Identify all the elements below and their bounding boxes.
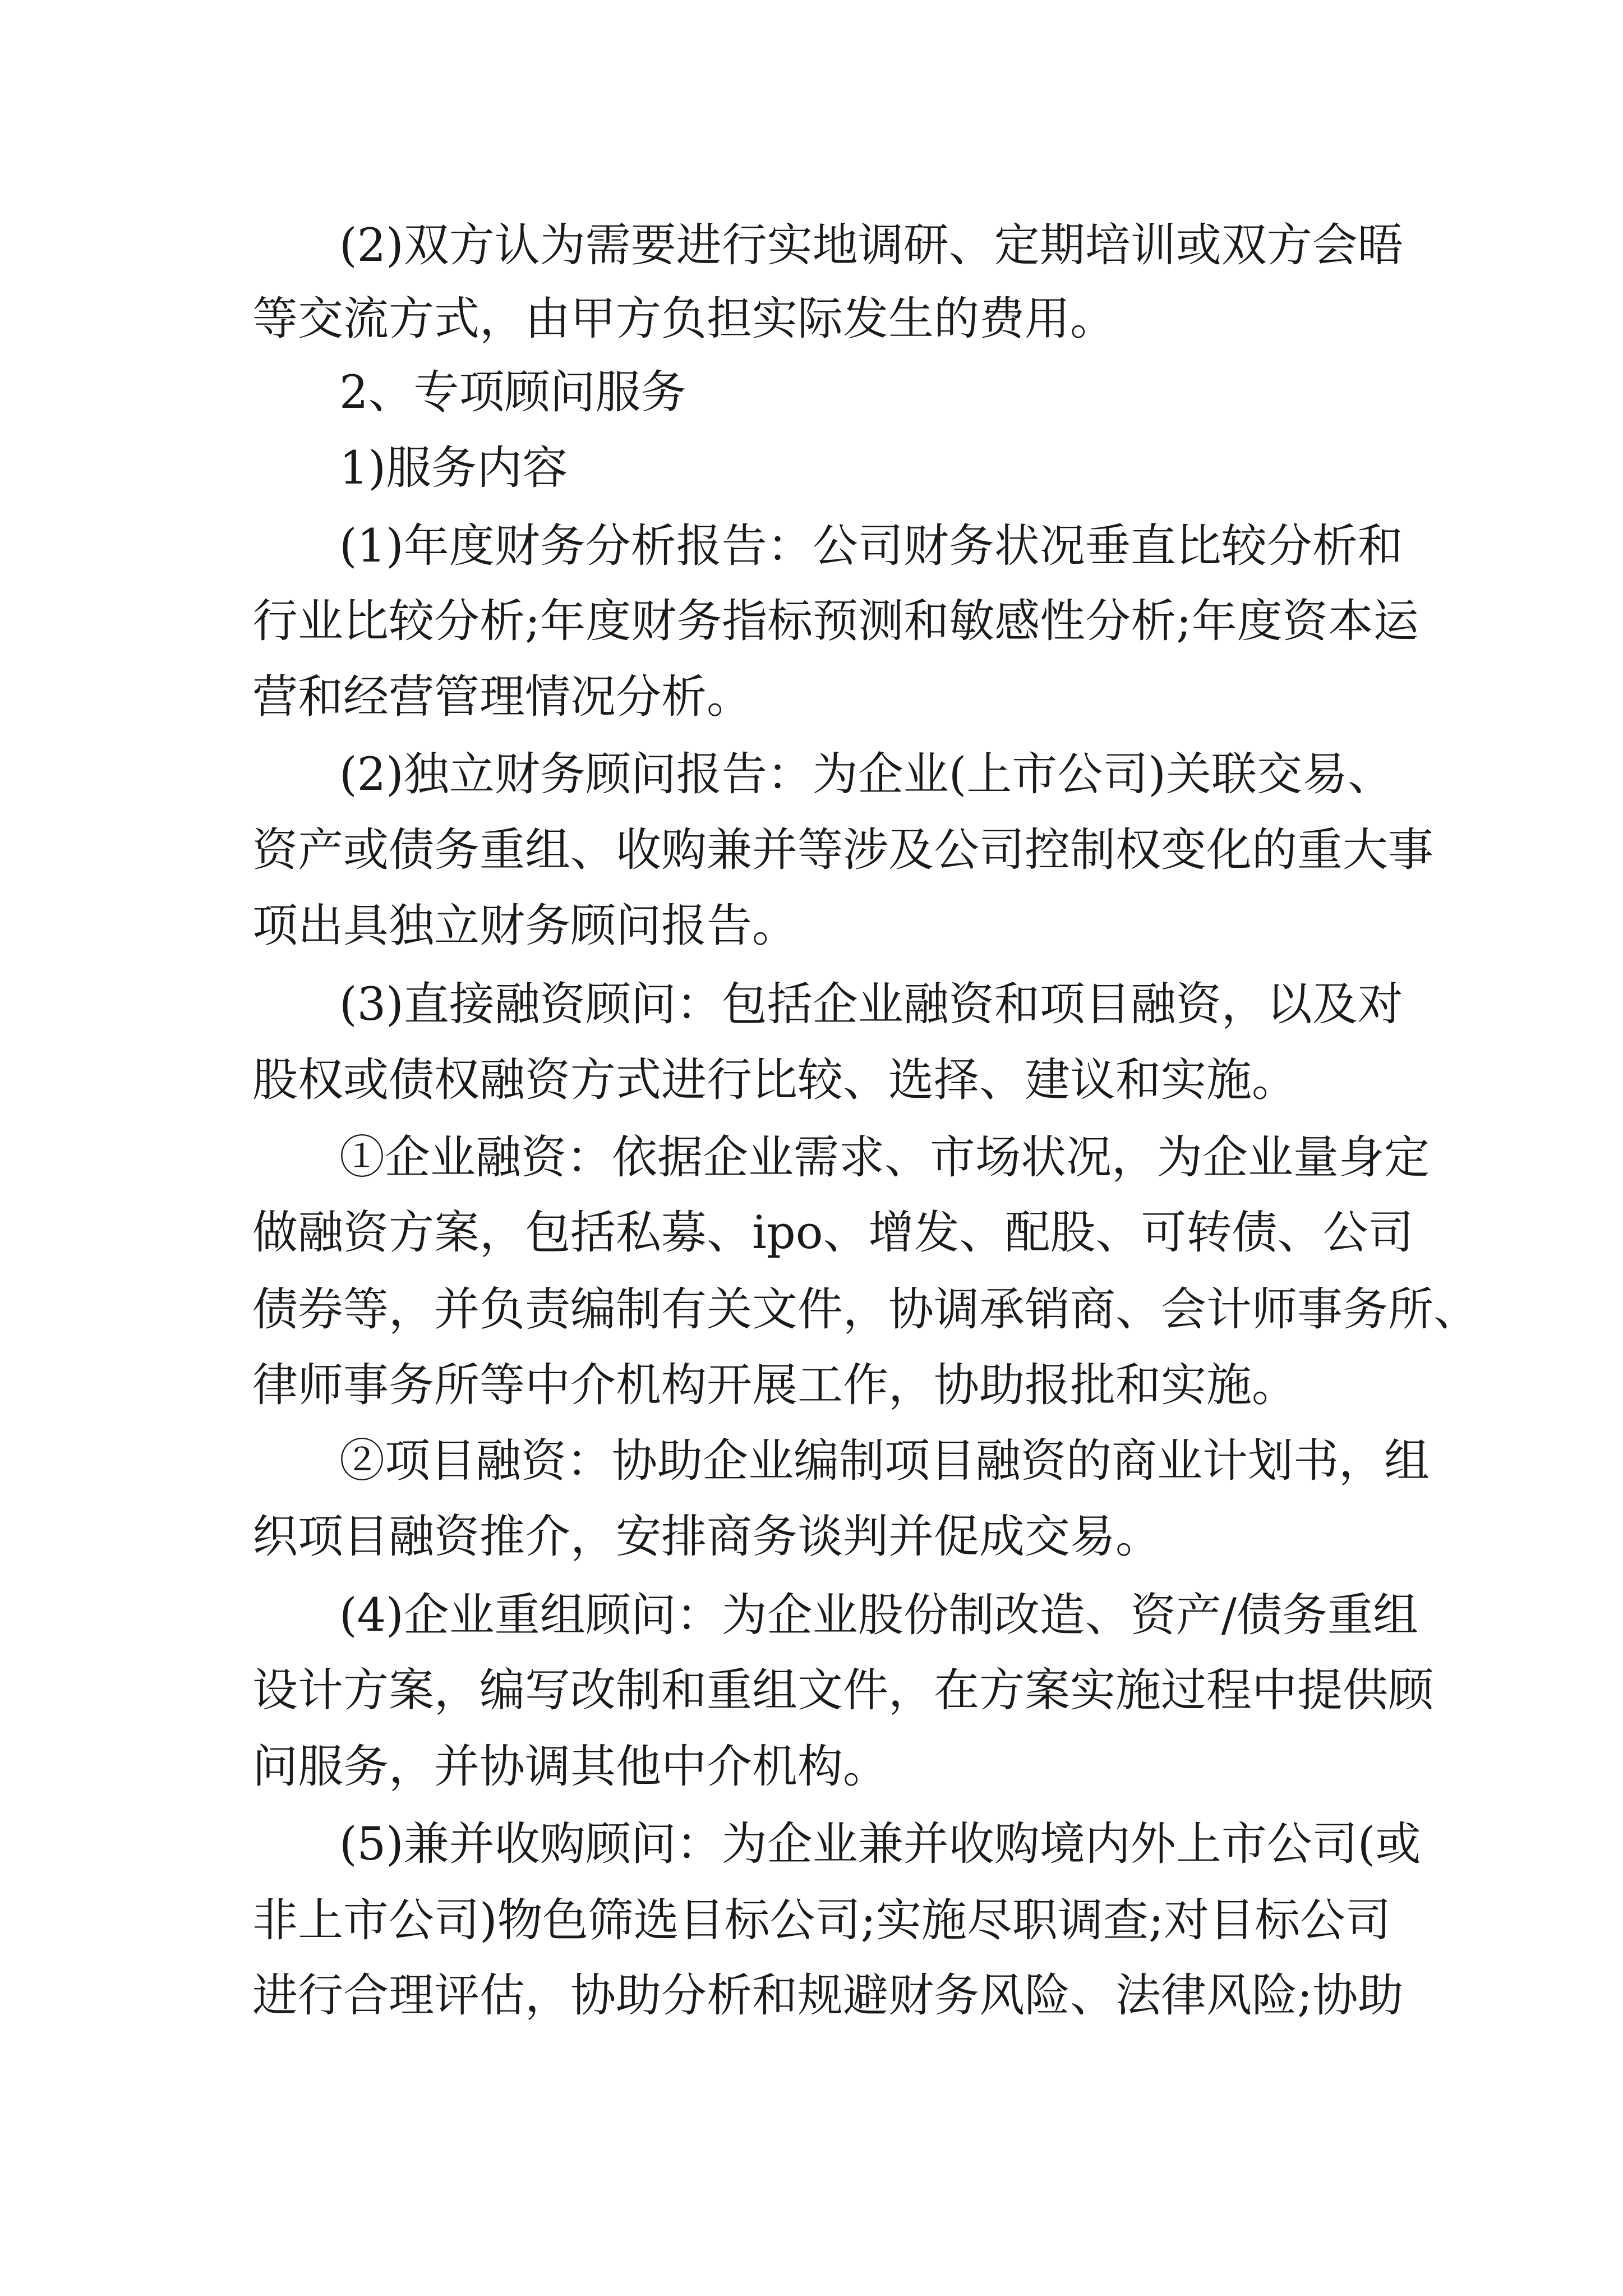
text-line: 非上市公司)物色筛选目标公司;实施尽职调查;对目标公司	[252, 1894, 1391, 1947]
subsection-heading: 1)服务内容	[339, 442, 568, 495]
text-line: (4)企业重组顾问：为企业股份制改造、资产/债务重组	[339, 1589, 1419, 1642]
text-line: (2)独立财务顾问报告：为企业(上市公司)关联交易、	[339, 748, 1393, 801]
section-heading: 2、专项顾问服务	[339, 366, 686, 419]
text-line: 织项目融资推介，安排商务谈判并促成交易。	[252, 1511, 1161, 1563]
text-line: 进行合理评估，协助分析和规避财务风险、法律风险;协助	[252, 1970, 1404, 2022]
text-line: 债券等，并负责编制有关文件，协调承销商、会计师事务所、	[252, 1283, 1479, 1336]
text-line: 行业比较分析;年度财务指标预测和敏感性分析;年度资本运	[252, 595, 1419, 648]
text-line: (5)兼并收购顾问：为企业兼并收购境内外上市公司(或	[339, 1818, 1421, 1871]
text-line: 做融资方案，包括私募、ipo、增发、配股、可转债、公司	[252, 1207, 1414, 1259]
text-line: 股权或债权融资方式进行比较、选择、建议和实施。	[252, 1054, 1298, 1107]
text-line: (2)双方认为需要进行实地调研、定期培训或双方会晤	[339, 219, 1403, 272]
text-line: 项出具独立财务顾问报告。	[252, 900, 798, 953]
text-line: 营和经营管理情况分析。	[252, 671, 753, 724]
text-line: (1)年度财务分析报告：公司财务状况垂直比较分析和	[339, 520, 1403, 573]
text-line: 设计方案，编写改制和重组文件，在方案实施过程中提供顾	[252, 1664, 1434, 1717]
text-line: 律师事务所等中介机构开展工作，协助报批和实施。	[252, 1359, 1298, 1412]
text-line: ①企业融资：依据企业需求、市场状况，为企业量身定	[339, 1131, 1430, 1184]
text-line: ②项目融资：协助企业编制项目融资的商业计划书，组	[339, 1435, 1430, 1488]
text-line: 等交流方式，由甲方负担实际发生的费用。	[252, 293, 1116, 346]
text-line: 资产或债务重组、收购兼并等涉及公司控制权变化的重大事	[252, 824, 1434, 877]
text-line: 问服务，并协调其他中介机构。	[252, 1741, 889, 1793]
text-line: (3)直接融资顾问：包括企业融资和项目融资，以及对	[339, 978, 1403, 1031]
